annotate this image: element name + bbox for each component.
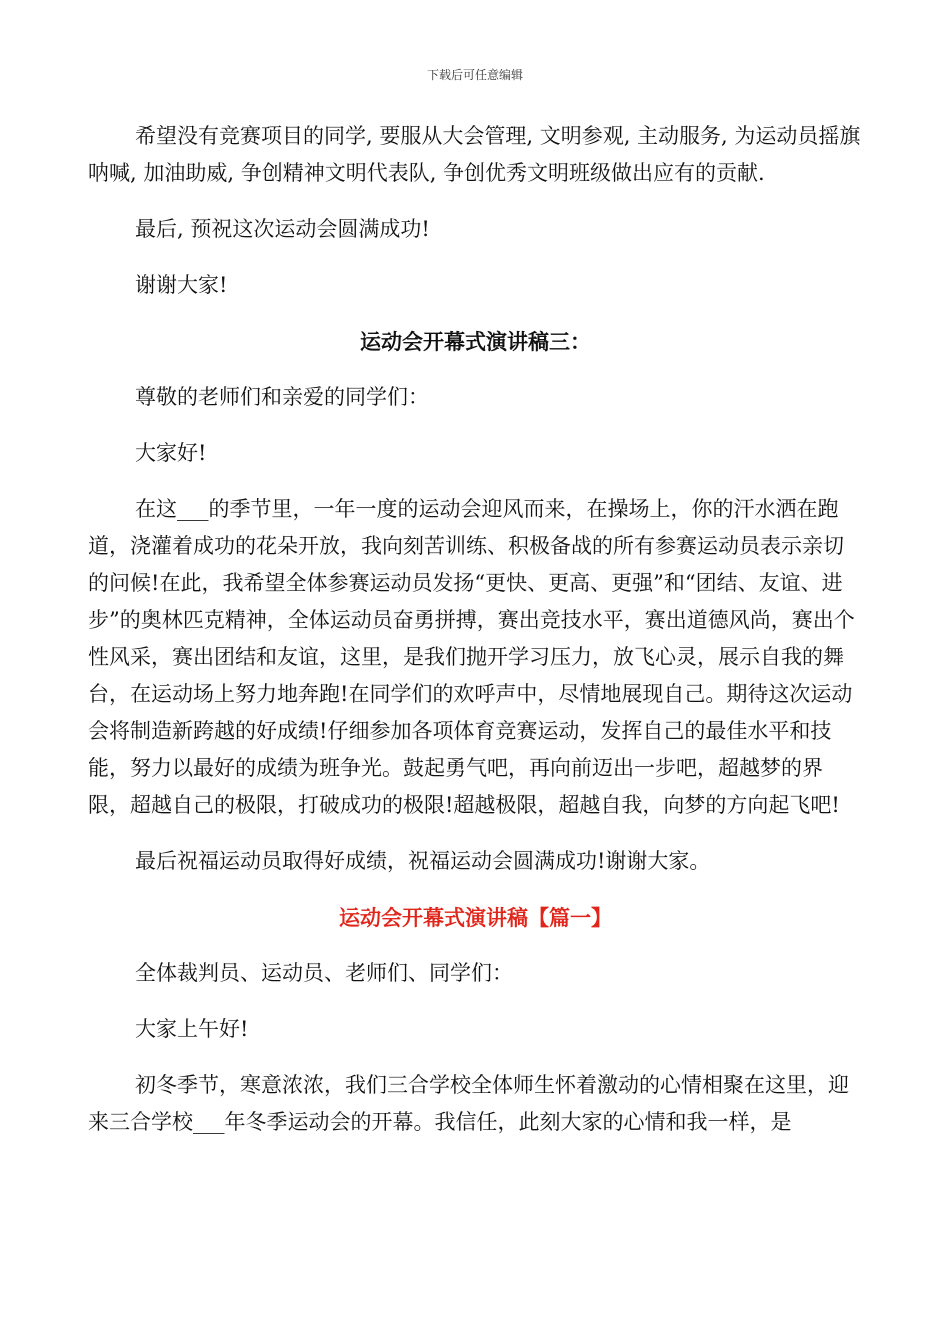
paragraph-thanks: 谢谢大家! — [135, 273, 228, 297]
paragraph-greeting-2: 大家上午好! — [135, 1017, 249, 1041]
document-body — [88, 118, 863, 1141]
section-heading-part-one: 运动会开幕式演讲稿【篇一】 — [339, 905, 612, 930]
page-header-note: 下载后可任意编辑 — [426, 68, 523, 82]
paragraph-main-speech: 在这___的季节里，一年一度的运动会迎风而来，在操场上，你的汗水洒在跑道，浇灌着成功的花朵开放，我向刻苦训练、积极备战的所有参赛运动员表示亲切的问候!在此，我希望全体参赛运动员发扬“更快、更高、更强”和“团结、友谊、进步”的奥林匹克精神，全体运动员奋勇拼搏，赛出竞技水平，赛出道德风尚，赛出个性风采，赛出团结和友谊，这里，是我们抛开学习压力，放飞心灵，展示自我的舞台，在运动场上努力地奔跑!在同学们的欢呼声中，尽情地展现自己。期待这次运动会将制造新跨越的好成绩!仔细参加各项体育竞赛运动，发挥自己的最佳水平和技能，努力以最好的成绩为班争光。鼓起勇气吧，再向前迈出一步吧，超越梦的界限，超越自己的极限，打破成功的极限!超越极限，超越自我，向梦的方向起飞吧! — [88, 497, 855, 817]
paragraph-wish: 最后, 预祝这次运动会圆满成功! — [135, 217, 430, 241]
section-heading-three: 运动会开幕式演讲稿三： — [360, 329, 591, 354]
paragraph-greeting: 大家好! — [135, 441, 207, 465]
paragraph-salutation-2: 全体裁判员、运动员、老师们、同学们： — [135, 961, 513, 985]
paragraph-appeal: 希望没有竞赛项目的同学, 要服从大会管理, 文明参观, 主动服务, 为运动员摇旗呐喊, 加油助威, 争创精神文明代表队, 争创优秀文明班级做出应有的贡献. — [88, 124, 861, 185]
paragraph-opening-speech: 初冬季节，寒意浓浓，我们三合学校全体师生怀着激动的心情相聚在这里，迎来三合学校___年冬季运动会的开幕。我信任，此刻大家的心情和我一样，是 — [88, 1073, 849, 1134]
paragraph-closing: 最后祝福运动员取得好成绩，祝福运动会圆满成功!谢谢大家。 — [135, 849, 711, 873]
paragraph-salutation: 尊敬的老师们和亲爱的同学们： — [135, 385, 429, 409]
